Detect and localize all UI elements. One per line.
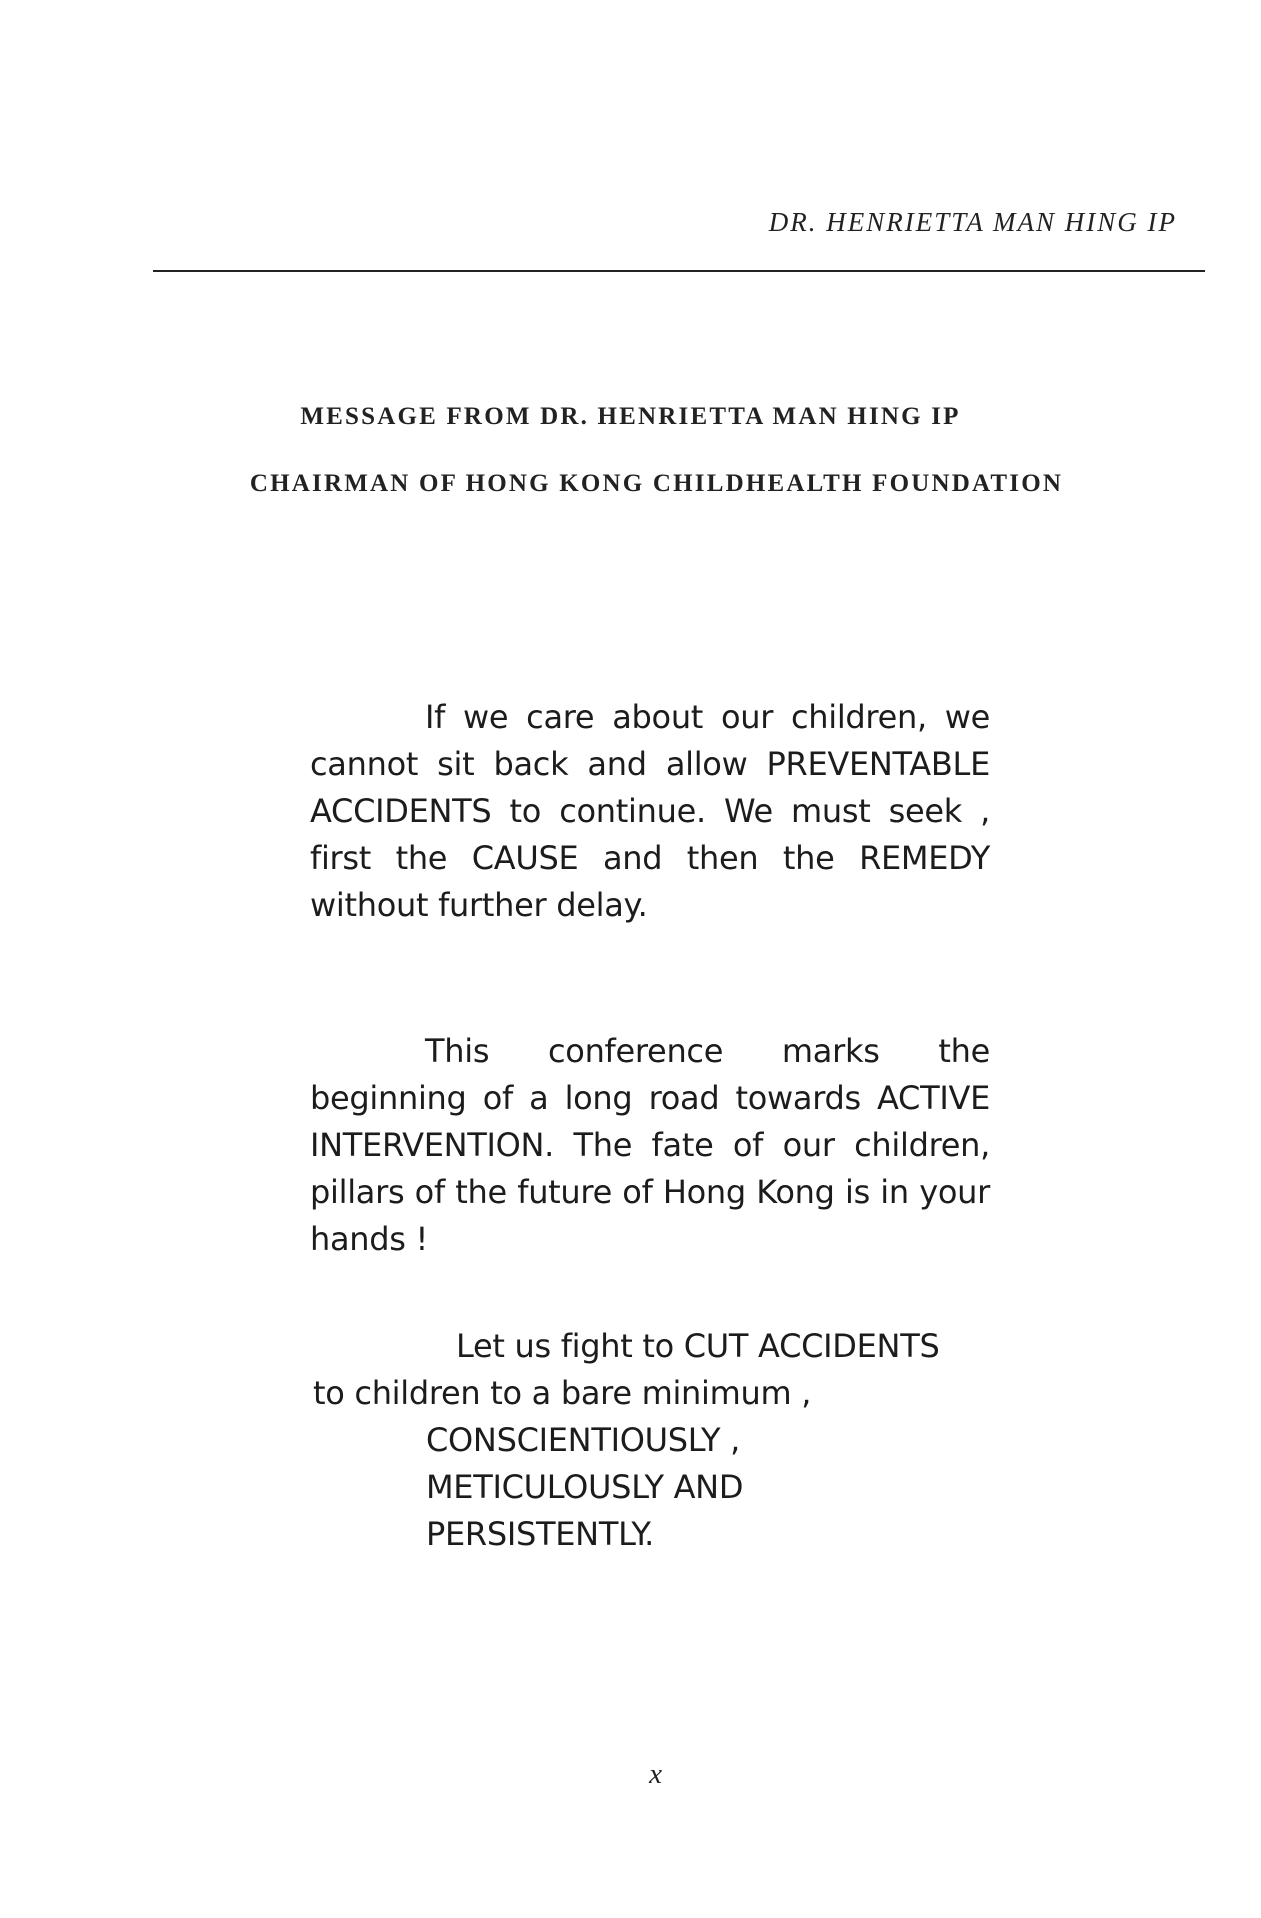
closing-line-4: METICULOUSLY AND [426, 1468, 744, 1506]
body-paragraph-1: If we care about our children, we cannot sit back and allow PREVENTABLE ACCIDENTS to continue. We must seek , first the CAUSE and then the REMEDY without further delay. [310, 698, 990, 924]
closing-line-2: to children to a bare minimum , [313, 1374, 812, 1412]
closing-line-3: CONSCIENTIOUSLY , [426, 1421, 740, 1459]
body-paragraph-2: This conference marks the beginning of a long road towards ACTIVE INTERVENTION. The fate of our children, pillars of the future of Hong Kong is in your hands ! [310, 1032, 990, 1258]
running-header-title: DR. HENRIETTA MAN HING IP [768, 207, 1177, 237]
message-title: MESSAGE FROM DR. HENRIETTA MAN HING IP [300, 403, 961, 430]
closing-line-1: Let us fight to CUT ACCIDENTS [456, 1327, 940, 1365]
header-divider [153, 270, 1205, 272]
page-number: x [649, 1758, 662, 1790]
closing-statement [313, 1323, 1013, 1558]
closing-line-5: PERSISTENTLY. [426, 1515, 654, 1553]
message-subtitle: CHAIRMAN OF HONG KONG CHILDHEALTH FOUNDATION [249, 470, 1064, 497]
